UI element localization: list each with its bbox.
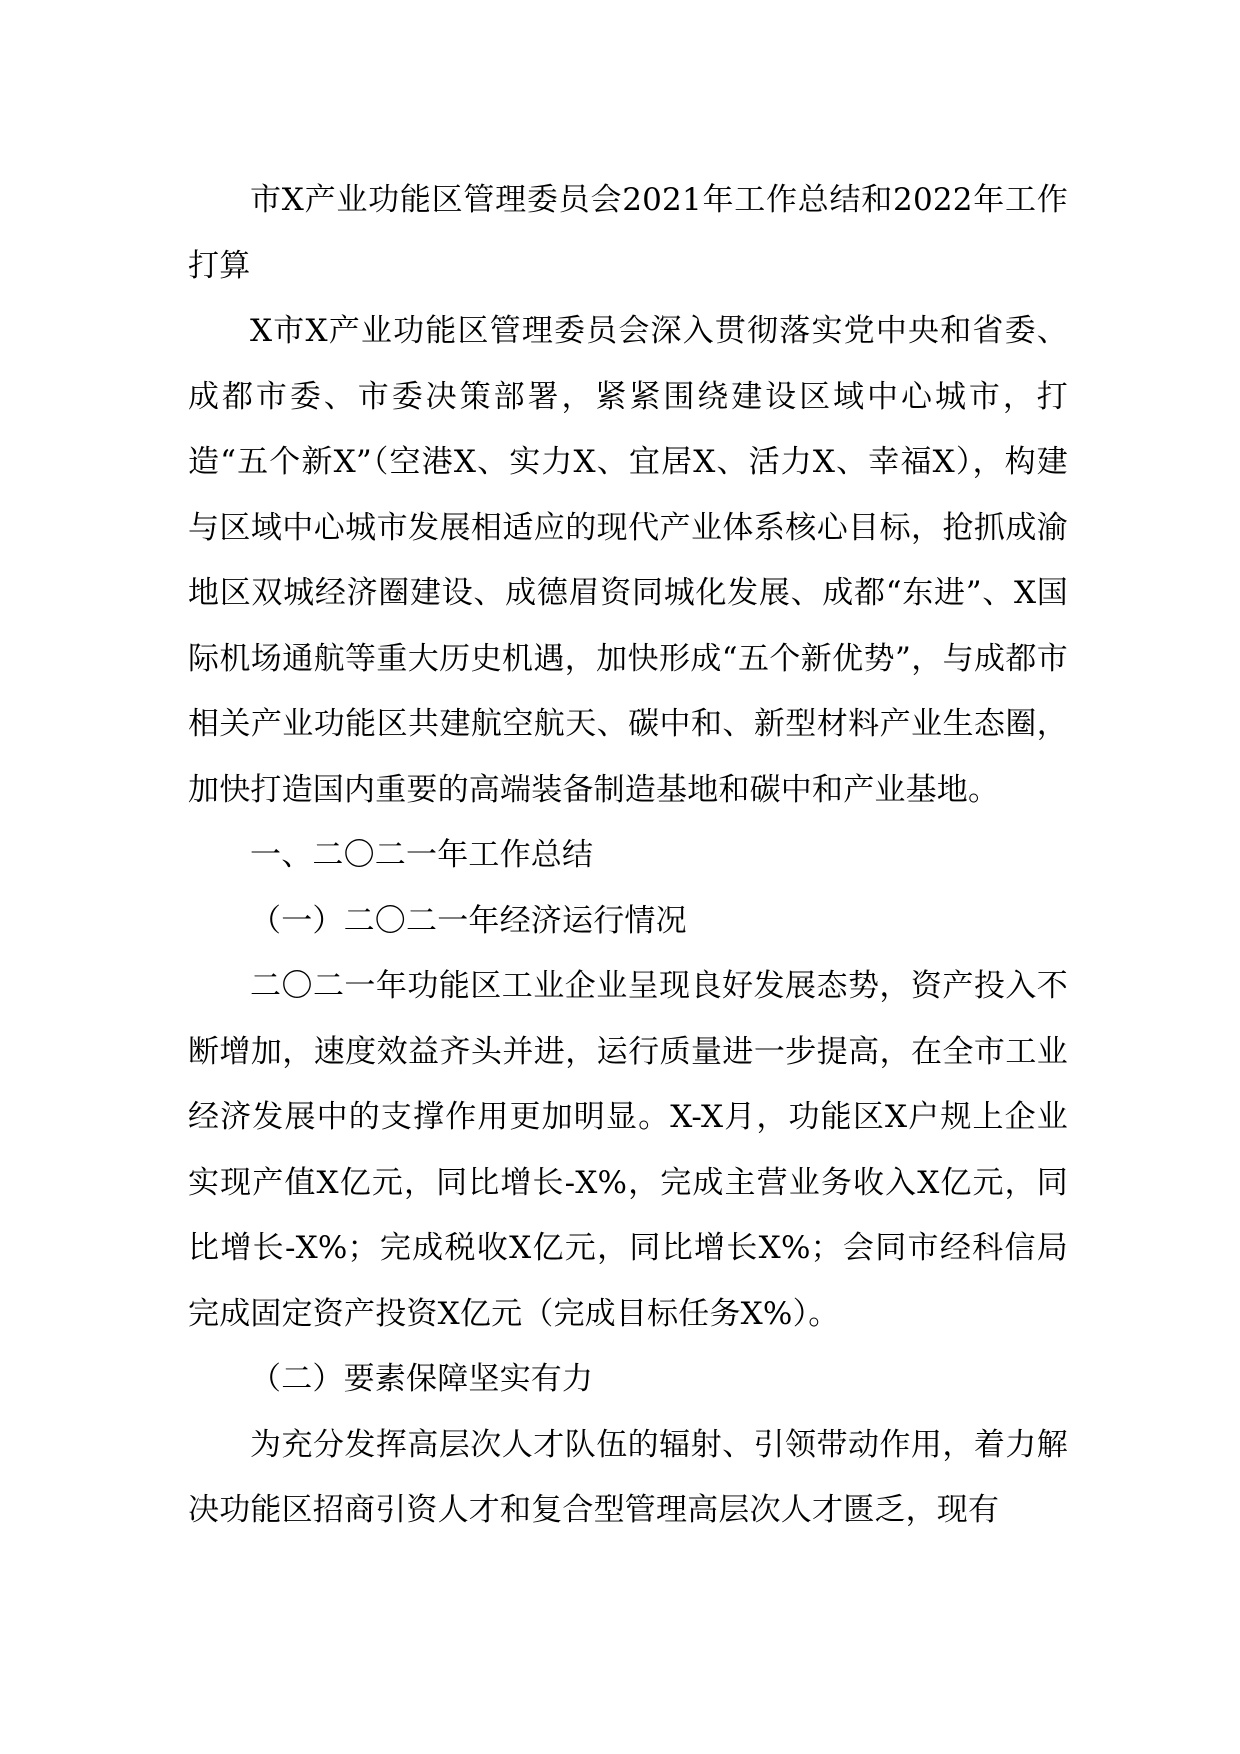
- section-heading-1: 一、二〇二一年工作总结: [250, 837, 594, 873]
- talent-paragraph: 为充分发挥高层次人才队伍的辐射、引领带动作用，着力解决功能区招商引资人才和复合型管理高层次人才匮乏，现有: [188, 1426, 1068, 1528]
- subsection-heading-2: （二）要素保障坚实有力: [250, 1361, 594, 1397]
- economic-paragraph: 二〇二一年功能区工业企业呈现良好发展态势，资产投入不断增加，速度效益齐头并进，运行质量进一步提高，在全市工业经济发展中的支撑作用更加明显。X-X月，功能区X户规上企业实现产值X亿元，同比增长-X%，完成主营业务收入X亿元，同比增长-X%；完成税收X亿元，同比增长X%；会同市经科信局完成固定资产投资X亿元（完成目标任务X%）。: [188, 968, 1068, 1332]
- intro-paragraph: X市X产业功能区管理委员会深入贯彻落实党中央和省委、成都市委、市委决策部署，紧紧围绕建设区域中心城市，打造“五个新X”（空港X、实力X、宜居X、活力X、幸福X），构建与区域中心城市发展相适应的现代产业体系核心目标，抢抓成渝地区双城经济圈建设、成德眉资同城化发展、成都“东进”、X国际机场通航等重大历史机遇，加快形成“五个新优势”，与成都市相关产业功能区共建航空航天、碳中和、新型材料产业生态圈，加快打造国内重要的高端装备制造基地和碳中和产业基地。: [188, 313, 1068, 808]
- document-body: [188, 168, 1068, 1544]
- document-title: 市X产业功能区管理委员会2021年工作总结和2022年工作打算: [188, 182, 1068, 284]
- subsection-heading-1: （一）二〇二一年经济运行情况: [250, 902, 687, 939]
